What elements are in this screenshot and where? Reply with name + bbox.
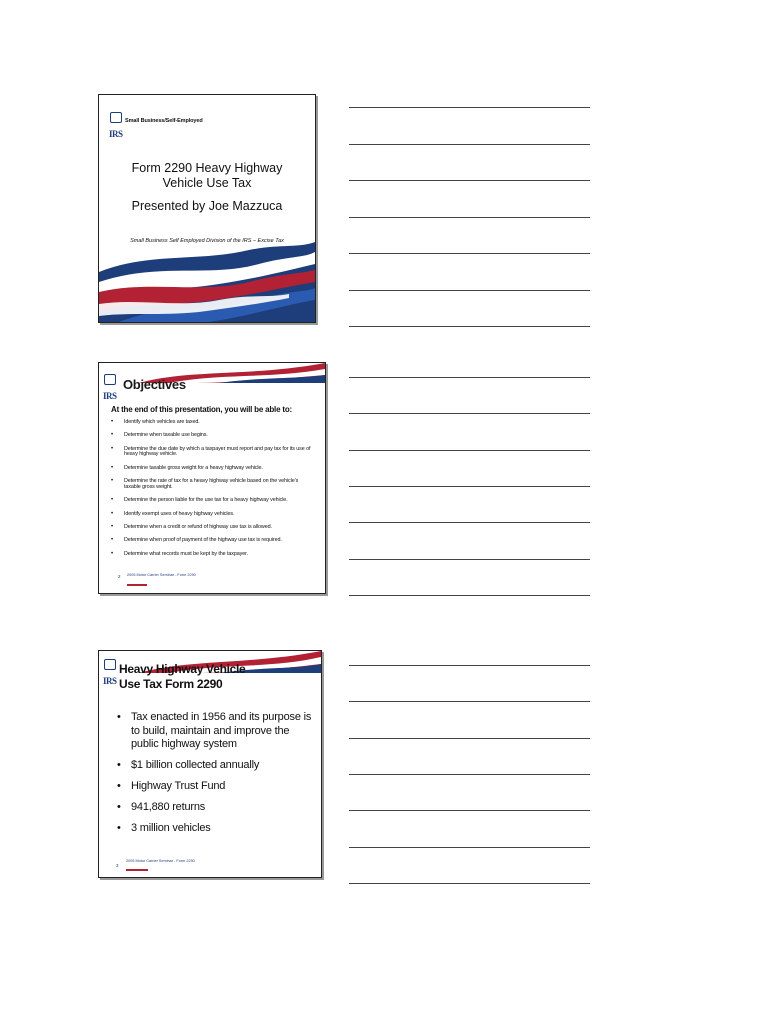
slide-page-number: 3	[116, 863, 119, 868]
note-line	[349, 413, 590, 414]
note-line	[349, 883, 590, 884]
slide-footer: 2005 Motor Carrier Seminar - Form 2290	[127, 573, 196, 577]
note-line	[349, 665, 590, 666]
note-line	[349, 522, 590, 523]
slide-1-thumbnail	[98, 94, 316, 323]
slide-footer: 2005 Motor Carrier Seminar - Form 2290	[126, 859, 195, 863]
slide-header: Small Business/Self-Employed	[125, 118, 203, 124]
list-item: • Tax enacted in 1956 and its purpose is to build, maintain and improve the public highway system	[117, 711, 312, 752]
note-line	[349, 180, 590, 181]
irs-logo: IRS	[103, 374, 117, 404]
note-line	[349, 847, 590, 848]
list-item: • Determine when taxable use begins.	[111, 433, 316, 439]
note-line	[349, 701, 590, 702]
list-item: • Identify exempt uses of heavy highway vehicles.	[111, 512, 316, 518]
list-item: • Determine the rate of tax for a heavy highway vehicle based on the vehicle’s taxable gross weight.	[111, 479, 316, 490]
list-item: • Identify which vehicles are taxed.	[111, 420, 316, 426]
note-line	[349, 486, 590, 487]
eagle-icon	[104, 659, 116, 670]
presenter-line: Presented by Joe Mazzuca	[131, 199, 283, 213]
note-line	[349, 107, 590, 108]
eagle-icon	[110, 112, 122, 123]
note-line	[349, 326, 590, 327]
note-line	[349, 450, 590, 451]
list-item: • Determine the person liable for the use tax for a heavy highway vehicle.	[111, 498, 316, 504]
note-line	[349, 595, 590, 596]
list-item: • Determine when a credit or refund of highway use tax is allowed.	[111, 525, 316, 531]
slide-title: Form 2290 Heavy Highway Vehicle Use Tax	[131, 161, 283, 190]
note-line	[349, 559, 590, 560]
list-item: • 3 million vehicles	[117, 822, 312, 836]
facts-list	[117, 711, 312, 843]
list-item: • Determine what records must be kept by the taxpayer.	[111, 552, 316, 558]
slide-page-number: 2	[118, 574, 121, 579]
list-item: • 941,880 returns	[117, 801, 312, 815]
irs-logo: IRS	[103, 659, 117, 689]
list-item: • Highway Trust Fund	[117, 780, 312, 794]
footer-divider	[126, 869, 148, 871]
flag-waves-decoration	[99, 242, 315, 322]
note-line	[349, 774, 590, 775]
list-item: • $1 billion collected annually	[117, 759, 312, 773]
slide-subtitle: Small Business Self Employed Division of the IRS – Excise Tax	[130, 238, 284, 244]
footer-divider	[127, 584, 147, 586]
list-item: • Determine when proof of payment of the highway use tax is required.	[111, 538, 316, 544]
objectives-list	[111, 420, 316, 565]
note-line	[349, 738, 590, 739]
irs-logo: IRS	[109, 112, 123, 142]
note-line	[349, 217, 590, 218]
slide-title: Objectives	[123, 377, 186, 392]
note-line	[349, 144, 590, 145]
slide-2-thumbnail	[98, 362, 326, 594]
eagle-icon	[104, 374, 116, 385]
note-line	[349, 377, 590, 378]
note-line	[349, 810, 590, 811]
list-item: • Determine the due date by which a taxpayer must report and pay tax for its use of heavy highway vehicle.	[111, 447, 316, 458]
note-line	[349, 290, 590, 291]
slide-3-thumbnail	[98, 650, 322, 878]
slide-lead-text: At the end of this presentation, you will be able to:	[111, 405, 292, 414]
list-item: • Determine taxable gross weight for a heavy highway vehicle.	[111, 466, 316, 472]
slide-title: Heavy Highway Vehicle Use Tax Form 2290	[119, 662, 246, 691]
note-line	[349, 253, 590, 254]
